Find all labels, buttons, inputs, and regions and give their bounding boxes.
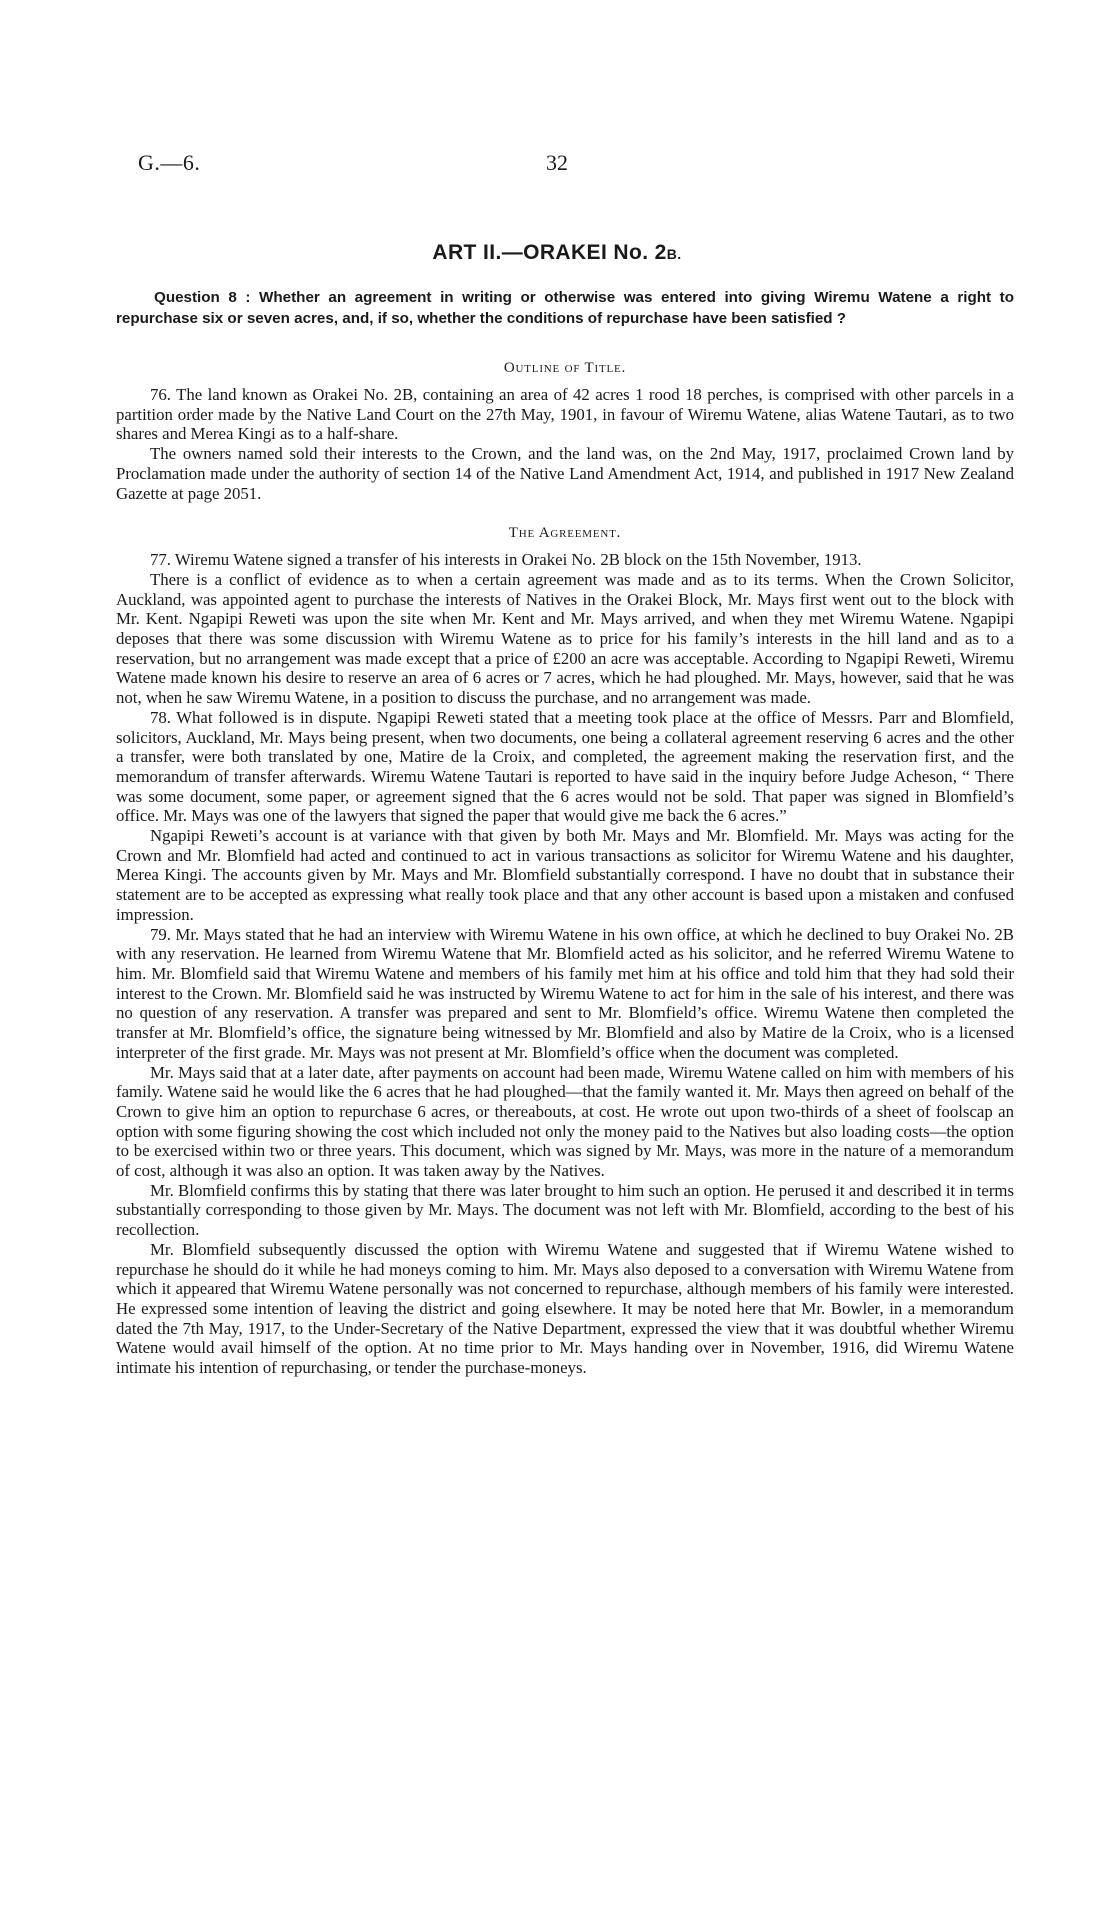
paragraph: Mr. Blomfield subsequently discussed the option with Wiremu Watene and suggested that if Wiremu Watene wished to repurchase he should do it while he had moneys coming to him. Mr. Mays also deposed to a conversation with Wiremu Watene from which it appeared that Wiremu Watene personally was not concerned to repurchase, although members of his family were interested. He expressed some intention of leaving the district and going elsewhere. It may be noted here that Mr. Bowler, in a memorandum dated the 7th May, 1917, to the Under-Secretary of the Native Department, expressed the view that it was doubtful whether Wiremu Watene would avail himself of the option. At no time prior to Mr. Mays handing over in November, 1916, did Wiremu Watene intimate his intention of repurchasing, or tender the purchase-moneys. bbox=[116, 1239, 1014, 1378]
paragraph: The owners named sold their interests to the Crown, and the land was, on the 2nd May, 1917, proclaimed Crown land by Proclamation made under the authority of section 14 of the Native Land Amendment Act, 1914, and published in 1917 New Zealand Gazette at page 2051. bbox=[116, 444, 1014, 503]
paragraph: 79. Mr. Mays stated that he had an interview with Wiremu Watene in his own office, at which he declined to buy Orakei No. 2B with any reservation. He learned from Wiremu Watene that Mr. Blomfield acted as his solicitor, and he referred Wiremu Watene to him. Mr. Blomfield said that Wiremu Watene and members of his family met him at his office and told him that they had sold their interest to the Crown. Mr. Blomfield said he was instructed by Wiremu Watene to act for him in the sale of his interest, and there was no question of any reservation. A transfer was prepared and sent to Mr. Blomfield’s office. Wiremu Watene then completed the transfer at Mr. Blomfield’s office, the signature being witnessed by Mr. Blomfield and also by Matire de la Croix, who is a licensed interpreter of the first grade. Mr. Mays was not present at Mr. Blomfield’s office when the document was completed. bbox=[116, 924, 1014, 1062]
page-number: 32 bbox=[546, 150, 568, 175]
paragraph: 76. The land known as Orakei No. 2B, containing an area of 42 acres 1 rood 18 perches, is comprised with other parcels in a partition order made by the Native Land Court on the 27th May, 1901, in favour of Wiremu Watene, alias Watene Tautari, as to two shares and Merea Kingi as to a half-share. bbox=[116, 385, 1014, 444]
page-reference: G.—6. bbox=[138, 150, 201, 175]
running-head bbox=[0, 150, 1114, 180]
paragraph: There is a conflict of evidence as to when a certain agreement was made and as to its terms. When the Crown Solicitor, Auckland, was appointed agent to purchase the interests of Natives in the Orakei Block, Mr. Mays first went out to the block with Mr. Kent. Ngapipi Reweti was upon the site when Mr. Kent and Mr. Mays arrived, and when they met Wiremu Watene. Ngapipi deposes that there was some discussion with Wiremu Watene as to price for his family’s interests in the hill land and as to a reservation, but no arrangement was made except that a price of £200 an acre was acceptable. According to Ngapipi Reweti, Wiremu Watene made known his desire to reserve an area of 6 acres or 7 acres, which he had ploughed. Mr. Mays, however, said that he was not, when he saw Wiremu Watene, in a position to discuss the purchase, and no arrangement was made. bbox=[116, 569, 1014, 708]
question-text: Question 8 : Whether an agreement in writing or otherwise was entered into giving Wiremu Watene a right to repurchase six or seven acres, and, if so, whether the conditions of repurchase have been satisfied ? bbox=[116, 289, 1014, 327]
section-heading: Outline of Title. bbox=[503, 360, 627, 376]
part-title-main: ART II.—ORAKEI No. 2 bbox=[432, 241, 667, 264]
document-body bbox=[116, 358, 1014, 1378]
section-the-agreement bbox=[116, 523, 1014, 1378]
question-block bbox=[116, 287, 1014, 329]
part-title-suffix: B. bbox=[666, 246, 682, 262]
paragraph: 78. What followed is in dispute. Ngapipi Reweti stated that a meeting took place at the office of Messrs. Parr and Blomfield, solicitors, Auckland, Mr. Mays being present, when two documents, one being a collateral agreement reserving 6 acres and the other a transfer, were both translated by one, Matire de la Croix, and completed, the agreement making the reservation first, and the memorandum of transfer afterwards. Wiremu Watene Tautari is reported to have said in the inquiry before Judge Acheson, “ There was some document, some paper, or agreement signed that the 6 acres would not be sold. That paper was signed in Blomfield’s office. Mr. Mays was one of the lawyers that signed the paper that would give me back the 6 acres.” bbox=[116, 707, 1014, 826]
paragraph: 77. Wiremu Watene signed a transfer of his interests in Orakei No. 2B block on the 15th November, 1913. bbox=[150, 550, 862, 570]
section-heading: The Agreement. bbox=[508, 525, 622, 542]
paragraph: Mr. Blomfield confirms this by stating that there was later brought to him such an option. He perused it and described it in terms substantially corresponding to those given by Mr. Mays. The document was not left with Mr. Blomfield, according to the best of his recollection. bbox=[116, 1180, 1014, 1240]
section-outline-of-title bbox=[116, 358, 1014, 503]
paragraph: Ngapipi Reweti’s account is at variance with that given by both Mr. Mays and Mr. Blomfield. Mr. Mays was acting for the Crown and Mr. Blomfield had acted and continued to act in various transactions as solicitor for Wiremu Watene and his daughter, Merea Kingi. The accounts given by Mr. Mays and Mr. Blomfield substantially correspond. I have no doubt that in substance their statement are to be accepted as expressing what really took place and that any other account is based upon a mistaken and confused impression. bbox=[116, 826, 1014, 924]
part-title bbox=[0, 241, 1114, 265]
paragraph: Mr. Mays said that at a later date, after payments on account had been made, Wiremu Watene called on him with members of his family. Watene said he would like the 6 acres that he had ploughed—that the family wanted it. Mr. Mays then agreed on behalf of the Crown to give him an option to repurchase 6 acres, or thereabouts, at cost. He wrote out upon two-thirds of a sheet of foolscap an option with some figuring showing the cost which included not only the money paid to the Natives but also loading costs—the option to be exercised within two or three years. This document, which was signed by Mr. Mays, was more in the nature of a memorandum of cost, although it was also an option. It was taken away by the Natives. bbox=[116, 1062, 1014, 1181]
